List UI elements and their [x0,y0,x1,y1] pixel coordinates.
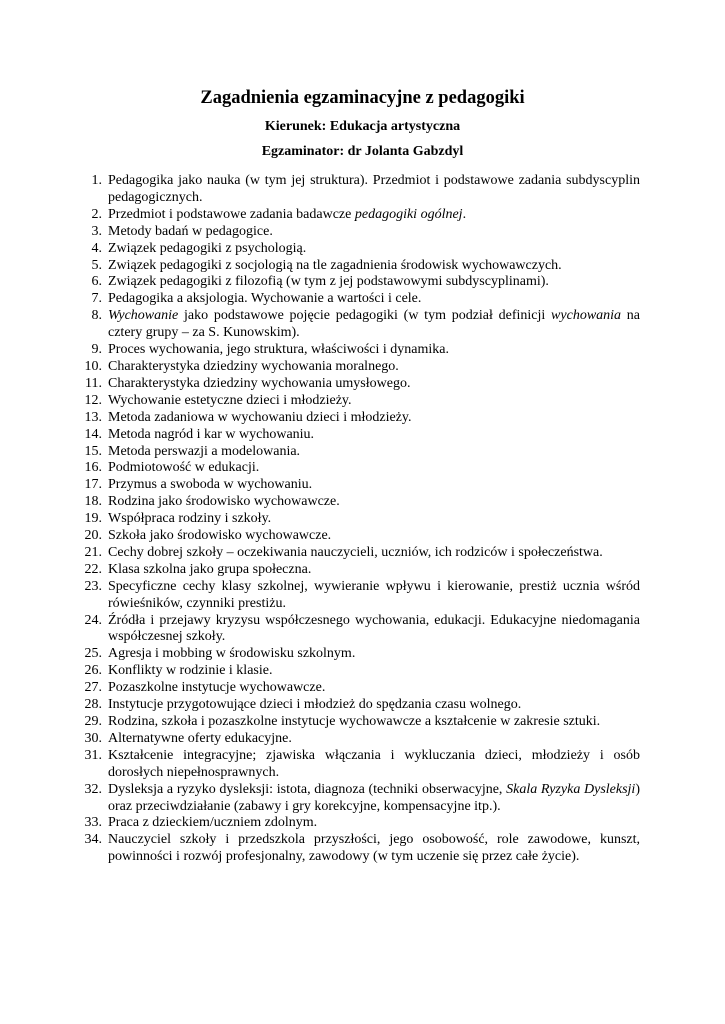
list-item [75,731,640,748]
list-item-text [108,731,292,746]
list-item [75,714,640,731]
list-item-text [108,427,314,442]
list-item-text [108,562,311,577]
list-item [75,460,640,477]
list-item [75,173,640,207]
list-item-number: 25. [84,646,102,662]
list-item-number: 4. [91,240,102,256]
list-item-text-run: Klasa szkolna jako grupa społeczna. [108,561,312,577]
list-item-italic-term: wychowania [551,308,622,324]
list-item [75,410,640,427]
list-item-text-run: Rodzina jako środowisko wychowawcze. [108,494,340,510]
list-item [75,511,640,528]
list-item [75,613,640,647]
list-item-text-run: Metoda zadaniowa w wychowaniu dzieci i młodzieży. [108,409,412,425]
list-item [75,427,640,444]
list-item [75,528,640,545]
list-item [75,444,640,461]
list-item-text [108,714,600,729]
list-item-text-run: Przedmiot i podstawowe zadania badawcze [108,206,355,222]
list-item-number: 13. [84,409,102,425]
list-item-text [108,494,340,509]
list-item-number: 1. [91,173,102,188]
list-item [75,748,640,782]
list-item-number: 20. [84,528,102,544]
list-item-text-run: Alternatywne oferty edukacyjne. [108,730,292,746]
list-item-number: 32. [84,781,102,797]
list-item-number: 33. [84,815,102,831]
list-item-text-run: Specyficzne cechy klasy szkolnej, wywieranie wpływu i kierowanie, prestiż ucznia wśród rówieśników, czynniki prestiżu. [108,578,640,611]
list-item-text [108,308,640,340]
list-item-number: 24. [84,612,102,628]
list-item-text-run: Praca z dzieckiem/uczniem zdolnym. [108,815,318,831]
list-item-number: 34. [84,832,102,848]
list-item [75,376,640,393]
list-item-number: 12. [84,392,102,408]
list-item [75,207,640,224]
list-item-number: 6. [91,274,102,290]
list-item [75,359,640,376]
list-item-number: 9. [91,342,102,358]
list-item [75,579,640,613]
list-item-number: 28. [84,697,102,713]
list-item-text [108,748,640,780]
list-item-number: 27. [84,680,102,696]
list-item-text [108,680,325,695]
list-item-text-run: Pozaszkolne instytucje wychowawcze. [108,680,326,696]
list-item-number: 3. [91,223,102,239]
list-item-italic-term: Skala Ryzyka Dysleksji [506,781,636,797]
list-item-text-run: Związek pedagogiki z psychologią. [108,240,307,256]
list-item-number: 26. [84,663,102,679]
list-item-text [108,511,271,526]
list-item-text [108,832,640,864]
list-item-number: 11. [85,375,102,391]
list-item-text-run: Związek pedagogiki z socjologią na tle zagadnienia środowisk wychowawczych. [108,257,562,273]
list-item-text [108,477,312,492]
list-item-number: 10. [84,358,102,374]
list-item-text-run: Przymus a swoboda w wychowaniu. [108,477,313,493]
list-item-number: 29. [84,714,102,729]
list-item-text [108,224,273,239]
document-title: Zagadnienia egzaminacyjne z pedagogiki [200,88,525,108]
list-item-number: 7. [91,291,102,307]
list-item-text-run: Pedagogika jako nauka (w tym jej struktura). Przedmiot i podstawowe zadania subdyscyplin pedagogicznych. [108,173,640,205]
list-item-number: 15. [84,443,102,459]
list-item-text-run: Dysleksja a ryzyko dysleksji: istota, diagnoza (techniki obserwacyjne, [108,781,507,797]
list-item [75,832,640,866]
list-item-text-run: Współpraca rodziny i szkoły. [108,511,272,527]
list-item-text-run: Cechy dobrej szkoły – oczekiwania nauczycieli, uczniów, ich rodziców i społeczeństwa. [108,544,603,560]
list-item-text [108,376,410,391]
list-item-text-run: Instytucje przygotowujące dzieci i młodzież do spędzania czasu wolnego. [108,697,522,713]
list-item-number: 21. [84,544,102,560]
list-item-text [108,444,300,459]
list-item [75,291,640,308]
list-item-text [108,460,259,475]
list-item-text [108,342,449,357]
list-item-italic-term: Wychowanie [108,308,179,324]
list-item [75,646,640,663]
list-item-text-run: Metody badań w pedagogice. [108,223,273,239]
list-item [75,258,640,275]
list-item-text-run: Konflikty w rodzinie i klasie. [108,663,273,679]
list-item [75,342,640,359]
list-item-text-run: Proces wychowania, jego struktura, właściwości i dynamika. [108,342,449,358]
list-item-text [108,545,603,560]
list-item-text [108,258,562,273]
list-item-text-run: Kształcenie integracyjne; zjawiska włączania i wykluczania dzieci, młodzieży i osób dorosłych niepełnosprawnych. [108,747,640,780]
list-item [75,680,640,697]
list-item [75,663,640,680]
list-item-text [108,410,411,425]
list-item-text-run: Podmiotowość w edukacji. [108,460,260,476]
list-item-italic-term: pedagogiki ogólnej [354,206,463,222]
list-item-number: 8. [91,308,102,324]
list-item-text [108,173,640,205]
list-item-text-run: Nauczyciel szkoły i przedszkola przyszłości, jego osobowość, role zawodowe, kunszt, powinności i rozwój profesjonalny, zawodowy (w tym uczenie się przez całe życie). [108,832,640,865]
document-egzaminator: Egzaminator: dr Jolanta Gabzdyl [261,144,464,159]
list-item [75,224,640,241]
list-item-text-run: Wychowanie estetyczne dzieci i młodzieży. [108,392,352,408]
list-item-text [108,528,331,543]
list-item-number: 16. [84,460,102,476]
list-item-text-run: Pedagogika a aksjologia. Wychowanie a wartości i cele. [108,291,422,307]
list-item-text-run: Związek pedagogiki z filozofią (w tym z jej podstawowymi subdyscyplinami). [108,274,549,290]
list-item-text-run: Szkoła jako środowisko wychowawcze. [108,528,332,544]
list-item-text-run: Charakterystyka dziedziny wychowania umysłowego. [108,375,411,391]
exam-topics-list [75,173,640,866]
list-item-text-run: Metoda perswazji a modelowania. [108,443,301,459]
list-item-text [108,359,399,374]
document-kierunek: Kierunek: Edukacja artystyczna [264,119,461,134]
list-item-number: 30. [84,730,102,746]
list-item-number: 17. [84,477,102,493]
list-item-text [108,613,640,645]
list-item-text-run: ) oraz przeciwdziałanie (zabawy i gry korekcyjne, kompensacyjne itp.). [108,781,640,814]
list-item [75,241,640,258]
list-item-text-run: . [462,206,467,222]
list-item-text [108,207,466,222]
list-item [75,562,640,579]
list-item-number: 18. [84,494,102,510]
list-item-text-run: jako podstawowe pojęcie pedagogiki (w tym podział definicji [178,308,552,324]
list-item-text [108,697,521,712]
list-item-number: 19. [84,511,102,527]
list-item-text [108,815,317,830]
list-item-text [108,393,352,408]
list-item [75,477,640,494]
list-item [75,274,640,291]
list-item-number: 2. [91,206,102,222]
list-item-number: 31. [84,747,102,763]
list-item-text [108,646,355,661]
list-item-text-run: Charakterystyka dziedziny wychowania moralnego. [108,358,399,374]
list-item [75,697,640,714]
list-item-number: 23. [84,578,102,594]
list-item-text-run: Źródła i przejawy kryzysu współczesnego wychowania, edukacji. Edukacyjne niedomagania współczesnej szkoły. [108,612,640,645]
list-item [75,815,640,832]
list-item-number: 22. [84,561,102,577]
list-item [75,308,640,342]
list-item-text [108,782,640,814]
list-item-text-run: Metoda nagród i kar w wychowaniu. [108,426,315,442]
list-item-text [108,579,640,611]
list-item [75,494,640,511]
list-item-text-run: na cztery grupy – za S. Kunowskim). [108,308,641,341]
list-item-text [108,663,272,678]
list-item [75,393,640,410]
list-item-text [108,274,549,289]
list-item [75,545,640,562]
list-item-number: 14. [84,426,102,442]
list-item-text [108,291,421,306]
list-item [75,782,640,816]
list-item-text-run: Rodzina, szkoła i pozaszkolne instytucje wychowawcze a kształcenie w zakresie sztuki. [108,714,601,729]
list-item-text [108,241,306,256]
list-item-text-run: Agresja i mobbing w środowisku szkolnym. [108,646,356,662]
list-item-number: 5. [91,257,102,273]
